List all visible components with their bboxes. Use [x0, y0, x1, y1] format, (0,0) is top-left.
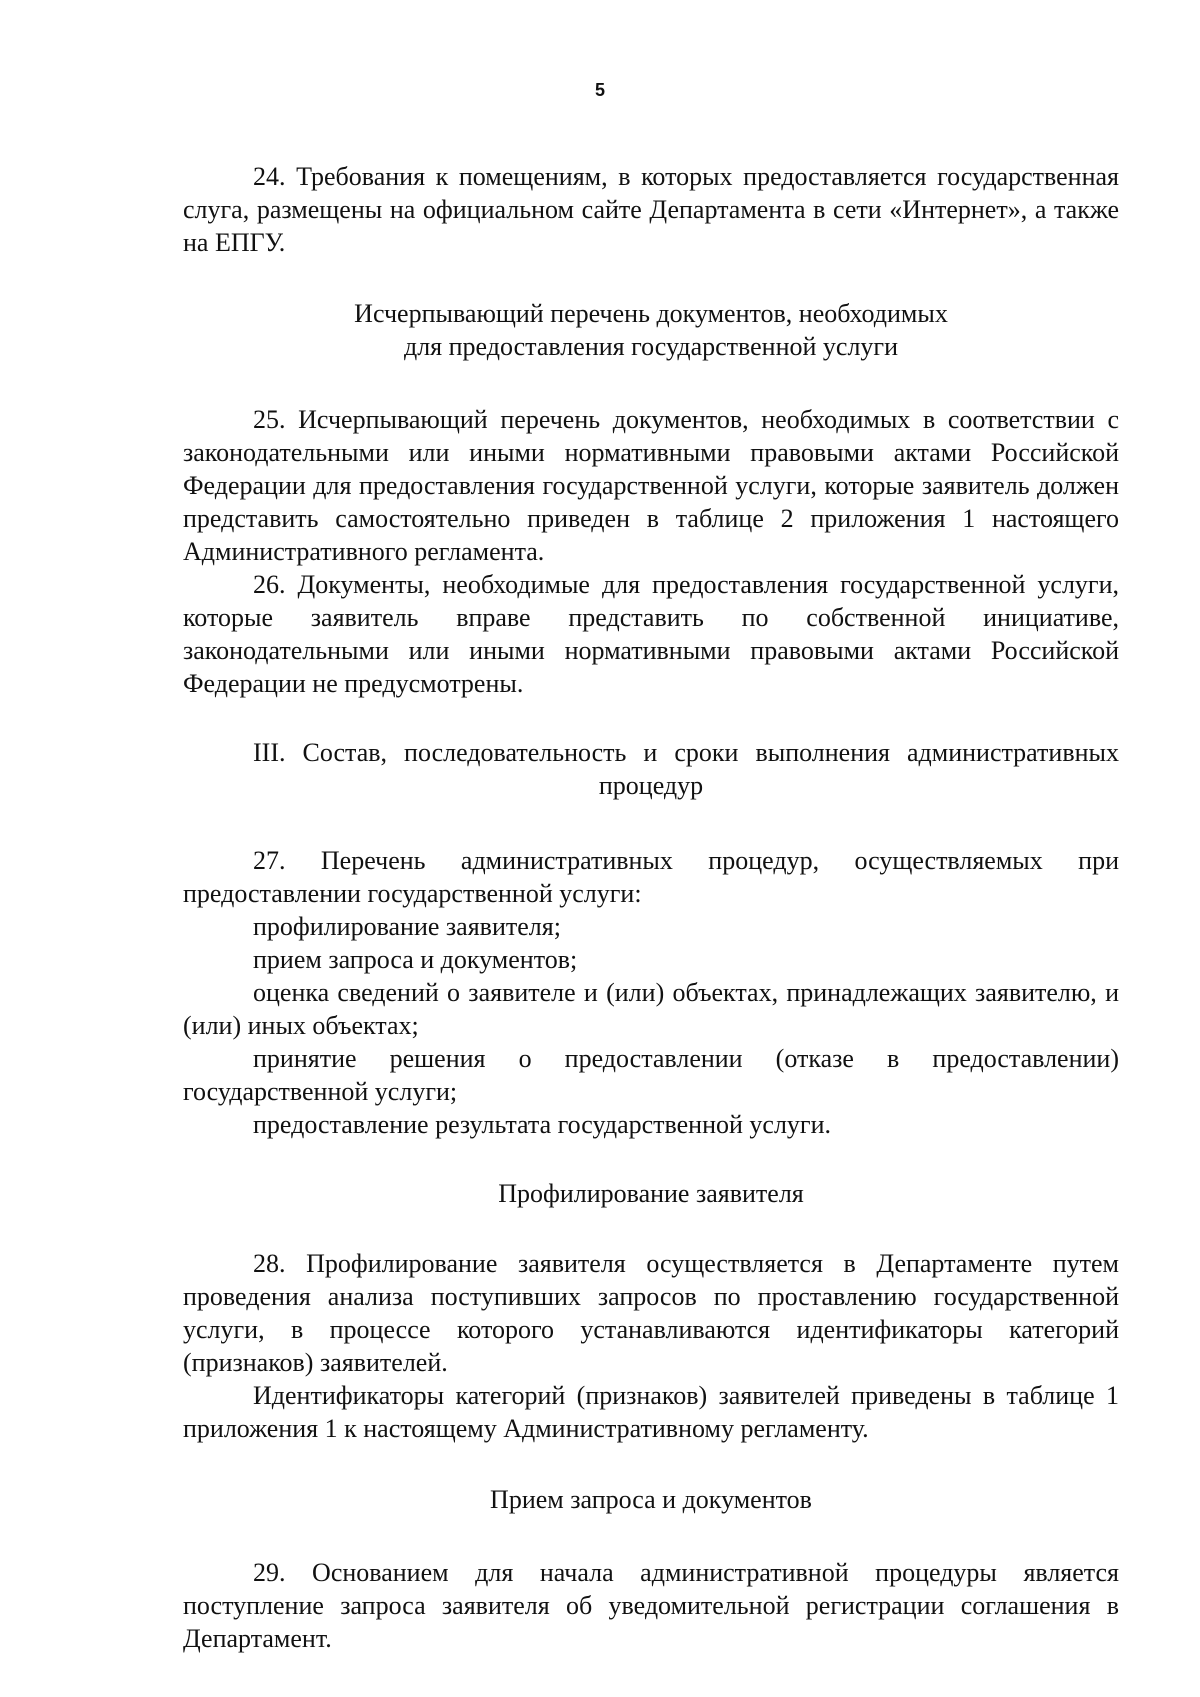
section-heading-documents-list — [183, 297, 1119, 363]
paragraph-28: 28. Профилирование заявителя осуществляется в Департаменте путем проведения анализа поступивших запросов по проставлению государственной услуги, в процессе которого устанавливаются идентификаторы категорий (признаков) заявителей. — [183, 1249, 1119, 1377]
heading-line: для предоставления государственной услуги — [403, 332, 899, 361]
section-heading-request-intake: Прием запроса и документов — [490, 1485, 812, 1514]
heading-line: III. Состав, последовательность и сроки выполнения административных — [253, 738, 1119, 767]
page-number: 5 — [594, 80, 605, 100]
paragraph-25: 25. Исчерпывающий перечень документов, необходимых в соответствии с законодательными или иными нормативными правовыми актами Российской Федерации для предоставления государственной услуги, которые заявитель должен представить самостоятельно приведен в таблице 2 приложения 1 настоящего Административного регламента. — [183, 405, 1119, 566]
list-item: принятие решения о предоставлении (отказе в предоставлении) государственной услуги; — [183, 1044, 1119, 1106]
heading-line: процедур — [598, 771, 704, 800]
paragraph-24: 24. Требования к помещениям, в которых предоставляется государственная слуга, размещены на официальном сайте Департамента в сети «Интернет», а также на ЕПГУ. — [183, 162, 1119, 257]
paragraph-27: 27. Перечень административных процедур, осуществляемых при предоставлении государственной услуги: — [183, 846, 1119, 908]
heading-line: Исчерпывающий перечень документов, необходимых — [354, 299, 948, 328]
section-heading-chapter-3 — [183, 736, 1119, 802]
paragraph-29: 29. Основанием для начала административной процедуры является поступление запроса заявителя об уведомительной регистрации соглашения в Департамент. — [183, 1558, 1119, 1653]
list-item: профилирование заявителя; — [253, 912, 561, 941]
document-body — [183, 160, 1119, 1655]
list-item: предоставление результата государственной услуги. — [253, 1110, 832, 1139]
paragraph-26: 26. Документы, необходимые для предоставления государственной услуги, которые заявитель вправе представить по собственной инициативе, законодательными или иными нормативными правовыми актами Российской Федерации не предусмотрены. — [183, 570, 1119, 698]
paragraph-28-continued: Идентификаторы категорий (признаков) заявителей приведены в таблице 1 приложения 1 к настоящему Административному регламенту. — [183, 1381, 1119, 1443]
list-item: прием запроса и документов; — [253, 945, 578, 974]
section-heading-profiling: Профилирование заявителя — [498, 1179, 804, 1208]
list-item: оценка сведений о заявителе и (или) объектах, принадлежащих заявителю, и (или) иных объектах; — [183, 978, 1119, 1040]
